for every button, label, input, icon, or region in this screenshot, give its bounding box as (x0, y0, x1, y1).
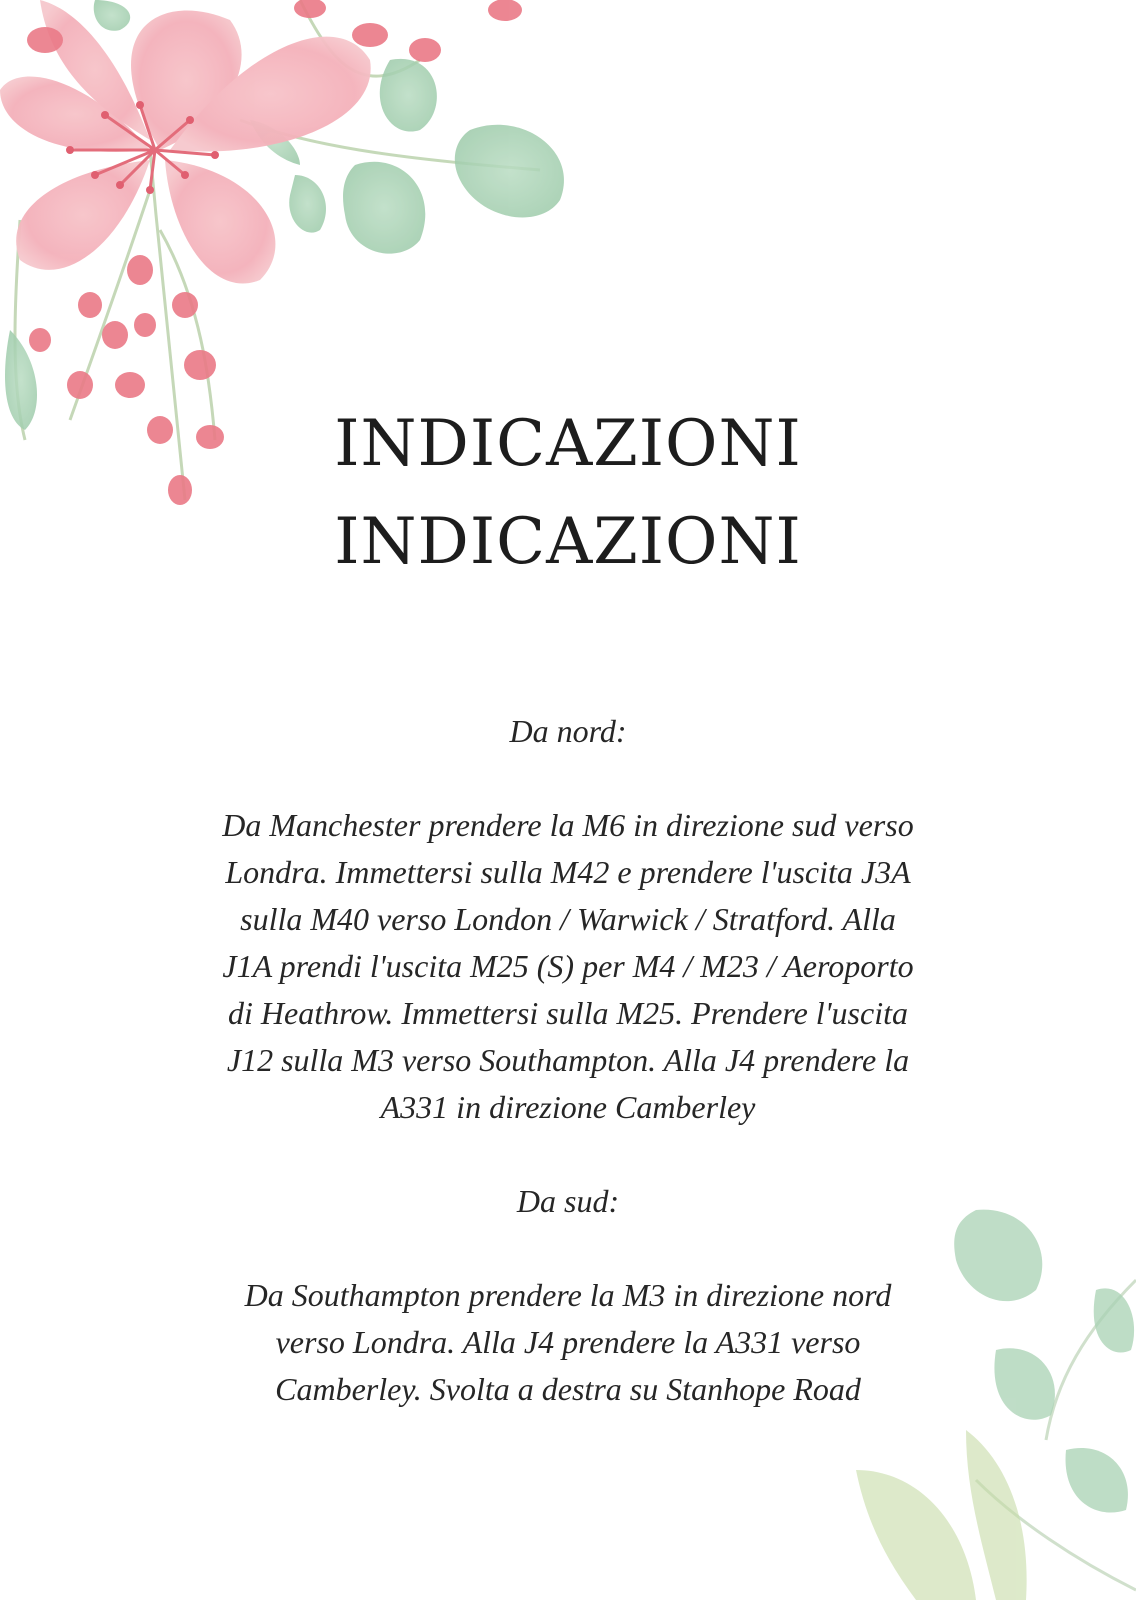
section-body-north (180, 802, 956, 1131)
text-line: A331 in direzione Camberley (380, 1089, 756, 1125)
page-title-line-2: INDICAZIONI (334, 505, 802, 579)
text-line: di Heathrow. Immettersi sulla M25. Prendere l'uscita (228, 995, 908, 1031)
text-line: sulla M40 verso London / Warwick / Stratford. Alla (240, 901, 896, 937)
text-line: Camberley. Svolta a destra su Stanhope Road (275, 1371, 861, 1407)
text-line: J12 sulla M3 verso Southampton. Alla J4 prendere la (226, 1042, 910, 1078)
section-body-south (180, 1272, 956, 1413)
text-line: Da Southampton prendere la M3 in direzione nord (244, 1277, 892, 1313)
text-line: Da Manchester prendere la M6 in direzione sud verso (222, 807, 914, 843)
text-line: Londra. Immettersi sulla M42 e prendere l'uscita J3A (225, 854, 911, 890)
section-heading-south: Da sud: (516, 1183, 620, 1219)
text-line: J1A prendi l'uscita M25 (S) per M4 / M23 / Aeroporto (222, 948, 914, 984)
page-title-line-1: INDICAZIONI (334, 407, 802, 481)
section-heading-north: Da nord: (509, 713, 627, 749)
text-line: verso Londra. Alla J4 prendere la A331 verso (275, 1324, 861, 1360)
